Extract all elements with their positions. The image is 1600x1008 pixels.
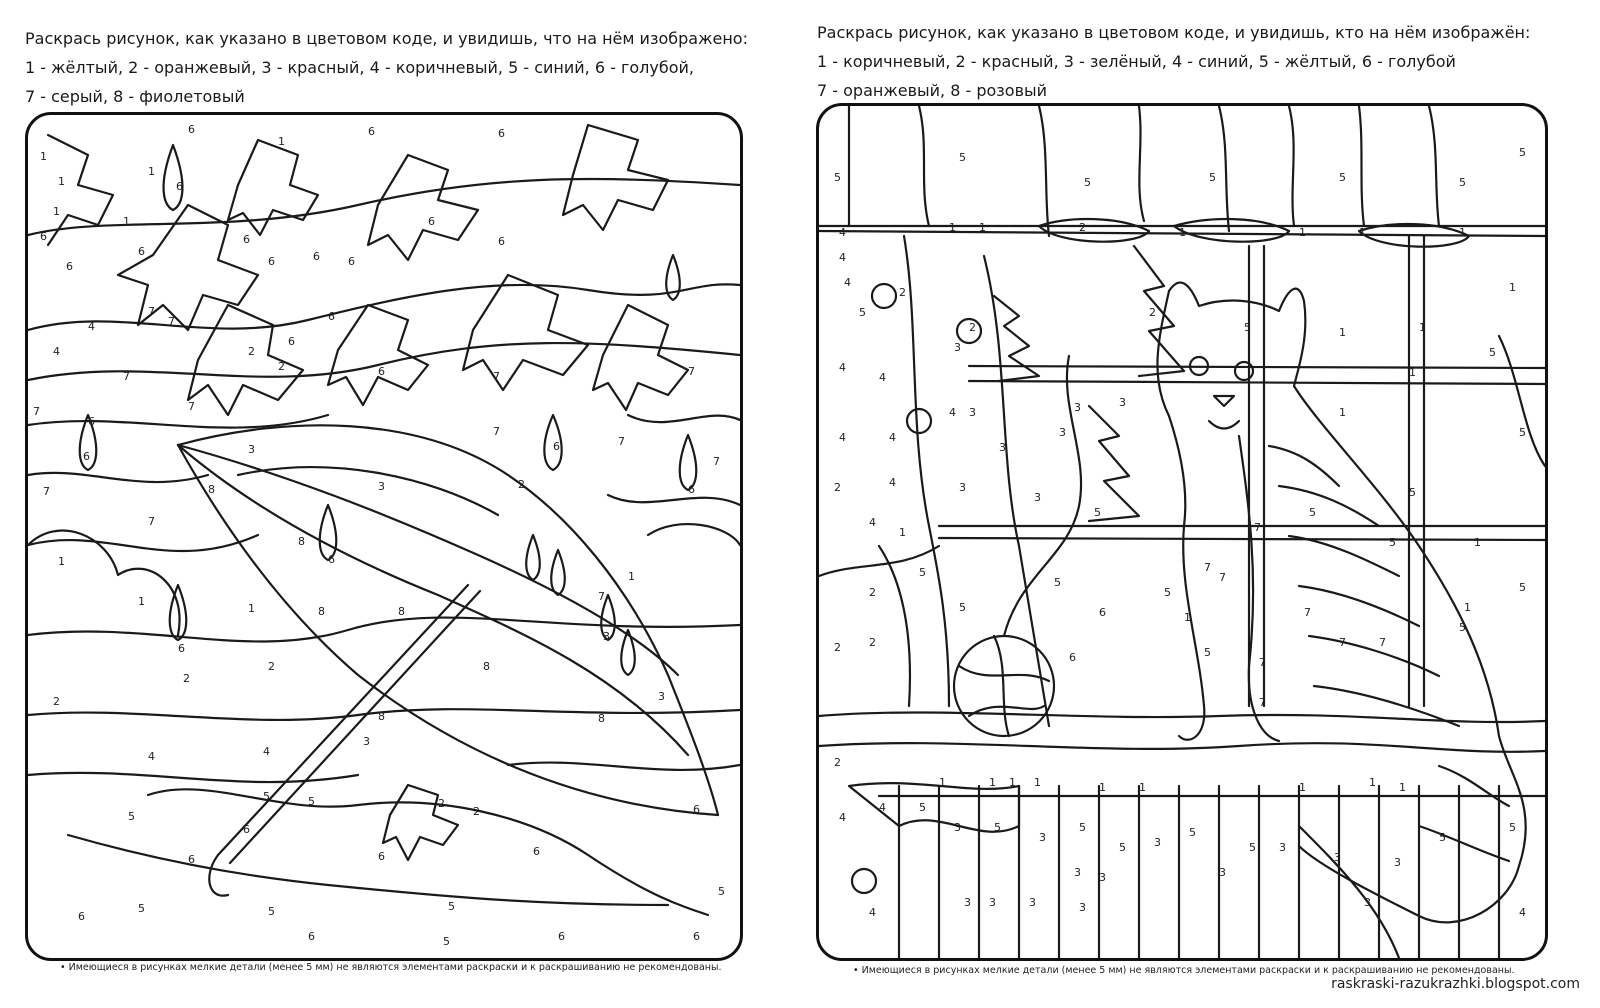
right-region-number: 4 <box>889 431 896 444</box>
right-region-number: 7 <box>1304 606 1311 619</box>
right-region-number: 2 <box>969 321 976 334</box>
right-region-number: 2 <box>899 286 906 299</box>
left-region-number: 4 <box>148 750 155 763</box>
right-region-number: 4 <box>839 431 846 444</box>
left-region-number: 5 <box>308 795 315 808</box>
left-region-number: 5 <box>448 900 455 913</box>
right-region-number: 3 <box>1219 866 1226 879</box>
left-region-number: 8 <box>378 710 385 723</box>
left-region-number: 7 <box>148 515 155 528</box>
left-region-number: 8 <box>598 712 605 725</box>
right-region-number: 5 <box>1519 426 1526 439</box>
right-region-number: 7 <box>1254 521 1261 534</box>
right-region-number: 5 <box>959 151 966 164</box>
right-instruction-line-3: 7 - оранжевый, 8 - розовый <box>817 81 1048 100</box>
left-region-number: 7 <box>43 485 50 498</box>
left-region-number: 7 <box>598 590 605 603</box>
left-region-number: 6 <box>533 845 540 858</box>
right-region-number: 3 <box>959 481 966 494</box>
left-region-number: 5 <box>268 905 275 918</box>
left-instructions <box>25 24 748 111</box>
right-region-number: 1 <box>1179 226 1186 239</box>
right-region-number: 5 <box>919 566 926 579</box>
left-region-number: 7 <box>713 455 720 468</box>
right-region-number: 4 <box>844 276 851 289</box>
left-region-number: 6 <box>693 930 700 943</box>
right-region-number: 3 <box>1059 426 1066 439</box>
left-region-number: 4 <box>53 345 60 358</box>
left-region-number: 6 <box>243 823 250 836</box>
right-region-number: 3 <box>969 406 976 419</box>
right-region-number: 1 <box>899 526 906 539</box>
left-region-number: 5 <box>718 885 725 898</box>
right-region-number: 5 <box>1189 826 1196 839</box>
left-page <box>0 0 790 1008</box>
left-region-number: 8 <box>398 605 405 618</box>
left-region-number: 4 <box>88 320 95 333</box>
left-region-number: 6 <box>498 127 505 140</box>
right-region-number: 5 <box>1164 586 1171 599</box>
right-region-number: 5 <box>1509 821 1516 834</box>
right-region-number: 5 <box>1244 321 1251 334</box>
left-region-number: 6 <box>268 255 275 268</box>
right-region-number: 1 <box>1409 366 1416 379</box>
right-region-number: 1 <box>1509 281 1516 294</box>
left-region-number: 6 <box>178 642 185 655</box>
left-region-number: 6 <box>188 853 195 866</box>
right-region-number: 6 <box>1069 651 1076 664</box>
right-coloring-frame <box>816 103 1548 961</box>
right-region-number: 5 <box>1409 486 1416 499</box>
right-region-number: 1 <box>1339 326 1346 339</box>
left-region-number: 5 <box>138 902 145 915</box>
left-region-number: 6 <box>176 180 183 193</box>
left-instruction-line-2: 1 - жёлтый, 2 - оранжевый, 3 - красный, 4 - коричневый, 5 - синий, 6 - голубой, <box>25 58 694 77</box>
right-region-number: 3 <box>1074 401 1081 414</box>
left-region-number: 1 <box>123 215 130 228</box>
left-region-number: 6 <box>378 365 385 378</box>
left-region-number: 5 <box>128 810 135 823</box>
left-region-number: 7 <box>33 405 40 418</box>
left-region-number: 7 <box>148 305 155 318</box>
left-region-number: 6 <box>328 553 335 566</box>
right-instruction-line-2: 1 - коричневый, 2 - красный, 3 - зелёный, 4 - синий, 5 - жёлтый, 6 - голубой <box>817 52 1456 71</box>
left-number-labels <box>33 123 725 948</box>
right-region-number: 3 <box>1039 831 1046 844</box>
right-region-number: 7 <box>1259 656 1266 669</box>
left-region-number: 7 <box>493 370 500 383</box>
right-region-number: 1 <box>1099 781 1106 794</box>
right-region-number: 5 <box>1389 536 1396 549</box>
left-region-number: 8 <box>208 483 215 496</box>
right-region-number: 3 <box>964 896 971 909</box>
left-region-number: 7 <box>123 370 130 383</box>
right-region-number: 3 <box>999 441 1006 454</box>
left-region-number: 6 <box>138 245 145 258</box>
right-region-number: 5 <box>859 306 866 319</box>
left-region-number: 6 <box>348 255 355 268</box>
left-region-number: 6 <box>368 125 375 138</box>
right-region-number: 4 <box>889 476 896 489</box>
right-region-number: 5 <box>1519 581 1526 594</box>
right-region-number: 6 <box>1099 606 1106 619</box>
right-region-number: 2 <box>1149 306 1156 319</box>
left-region-number: 6 <box>428 215 435 228</box>
left-region-number: 1 <box>628 570 635 583</box>
right-region-number: 5 <box>1519 146 1526 159</box>
right-region-number: 1 <box>1419 321 1426 334</box>
right-region-number: 1 <box>989 776 996 789</box>
right-region-number: 4 <box>879 371 886 384</box>
left-region-number: 6 <box>378 850 385 863</box>
right-region-number: 2 <box>869 586 876 599</box>
left-region-number: 1 <box>58 175 65 188</box>
right-instruction-line-1: Раскрась рисунок, как указано в цветовом коде, и увидишь, кто на нём изображён: <box>817 23 1531 42</box>
right-region-number: 3 <box>1079 901 1086 914</box>
left-region-number: 6 <box>288 335 295 348</box>
left-region-number: 3 <box>248 443 255 456</box>
right-region-number: 3 <box>1334 851 1341 864</box>
right-region-number: 4 <box>879 801 886 814</box>
left-region-number: 1 <box>278 135 285 148</box>
left-region-number: 3 <box>378 480 385 493</box>
right-region-number: 7 <box>1339 636 1346 649</box>
right-region-number: 1 <box>1464 601 1471 614</box>
left-region-number: 1 <box>138 595 145 608</box>
right-region-number: 7 <box>1259 696 1266 709</box>
left-region-number: 6 <box>498 235 505 248</box>
right-region-number: 1 <box>1459 226 1466 239</box>
left-region-number: 6 <box>243 233 250 246</box>
right-region-number: 5 <box>1339 171 1346 184</box>
watermark: raskraski-razukrazhki.blogspot.com <box>1331 976 1580 992</box>
right-region-number: 3 <box>1154 836 1161 849</box>
right-region-number: 3 <box>1029 896 1036 909</box>
right-region-number: 5 <box>1489 346 1496 359</box>
left-region-number: 2 <box>268 660 275 673</box>
left-region-number: 7 <box>688 365 695 378</box>
left-region-number: 2 <box>278 360 285 373</box>
right-region-number: 1 <box>1009 776 1016 789</box>
right-region-number: 5 <box>1119 841 1126 854</box>
left-region-number: 2 <box>438 797 445 810</box>
right-region-number: 1 <box>1139 781 1146 794</box>
left-region-number: 7 <box>188 400 195 413</box>
right-region-number: 2 <box>834 481 841 494</box>
right-region-number: 1 <box>1034 776 1041 789</box>
right-region-number: 1 <box>979 221 986 234</box>
right-region-number: 1 <box>1299 781 1306 794</box>
left-region-number: 1 <box>53 205 60 218</box>
right-region-number: 5 <box>1204 646 1211 659</box>
left-region-number: 7 <box>618 435 625 448</box>
right-region-number: 2 <box>834 756 841 769</box>
right-region-number: 4 <box>839 811 846 824</box>
right-region-number: 5 <box>919 801 926 814</box>
left-region-number: 8 <box>298 535 305 548</box>
right-region-number: 3 <box>1394 856 1401 869</box>
left-region-number: 2 <box>53 695 60 708</box>
left-region-number: 2 <box>518 478 525 491</box>
right-region-number: 3 <box>1074 866 1081 879</box>
left-region-number: 6 <box>308 930 315 943</box>
right-region-number: 4 <box>839 251 846 264</box>
right-region-number: 1 <box>1399 781 1406 794</box>
left-region-number: 5 <box>263 790 270 803</box>
right-region-number: 4 <box>869 516 876 529</box>
right-region-number: 1 <box>949 221 956 234</box>
right-region-number: 5 <box>1459 621 1466 634</box>
left-region-number: 7 <box>493 425 500 438</box>
right-region-number: 5 <box>1459 176 1466 189</box>
left-region-number: 6 <box>328 310 335 323</box>
umbrella-line-art <box>28 115 740 958</box>
right-region-number: 3 <box>954 821 961 834</box>
right-region-number: 1 <box>1299 226 1306 239</box>
right-page <box>800 0 1600 1008</box>
left-region-number: 6 <box>558 930 565 943</box>
right-region-number: 1 <box>1474 536 1481 549</box>
right-region-number: 2 <box>834 641 841 654</box>
right-region-number: 5 <box>1094 506 1101 519</box>
left-region-number: 3 <box>603 630 610 643</box>
right-region-number: 1 <box>1184 611 1191 624</box>
right-region-number: 4 <box>839 226 846 239</box>
left-region-number: 6 <box>688 483 695 496</box>
left-region-number: 1 <box>40 150 47 163</box>
right-region-number: 7 <box>1379 636 1386 649</box>
right-region-number: 5 <box>834 171 841 184</box>
left-region-number: 6 <box>40 230 47 243</box>
right-region-number: 3 <box>1099 871 1106 884</box>
right-footnote: • Имеющиеся в рисунках мелкие детали (менее 5 мм) не являются элементами раскраски и к раскрашиванию не рекомендованы. <box>853 965 1515 976</box>
right-region-number: 4 <box>839 361 846 374</box>
right-region-number: 5 <box>1309 506 1316 519</box>
left-region-number: 5 <box>443 935 450 948</box>
right-region-number: 5 <box>1084 176 1091 189</box>
right-region-number: 5 <box>1054 576 1061 589</box>
left-footnote: • Имеющиеся в рисунках мелкие детали (менее 5 мм) не являются элементами раскраски и к раскрашиванию не рекомендованы. <box>60 962 722 973</box>
right-region-number: 7 <box>1204 561 1211 574</box>
left-region-number: 6 <box>553 440 560 453</box>
left-region-number: 6 <box>78 910 85 923</box>
left-region-number: 6 <box>313 250 320 263</box>
left-region-number: 7 <box>168 315 175 328</box>
right-region-number: 3 <box>1279 841 1286 854</box>
right-region-number: 1 <box>1369 776 1376 789</box>
left-instruction-line-3: 7 - серый, 8 - фиолетовый <box>25 87 245 106</box>
left-region-number: 8 <box>483 660 490 673</box>
left-region-number: 6 <box>188 123 195 136</box>
right-region-number: 4 <box>949 406 956 419</box>
right-region-number: 5 <box>994 821 1001 834</box>
left-coloring-frame <box>25 112 743 961</box>
right-region-number: 5 <box>1079 821 1086 834</box>
right-region-number: 1 <box>1339 406 1346 419</box>
left-region-number: 4 <box>263 745 270 758</box>
right-instructions <box>817 18 1530 105</box>
cat-line-art <box>819 106 1545 958</box>
left-region-number: 2 <box>183 672 190 685</box>
left-region-number: 8 <box>318 605 325 618</box>
left-region-number: 2 <box>473 805 480 818</box>
left-region-number: 6 <box>66 260 73 273</box>
right-region-number: 2 <box>869 636 876 649</box>
right-region-number: 1 <box>939 776 946 789</box>
right-region-number: 3 <box>1034 491 1041 504</box>
left-region-number: 6 <box>88 415 95 428</box>
right-region-number: 3 <box>1119 396 1126 409</box>
left-region-number: 1 <box>148 165 155 178</box>
right-region-number: 4 <box>1519 906 1526 919</box>
right-region-number: 5 <box>1249 841 1256 854</box>
left-region-number: 6 <box>83 450 90 463</box>
right-region-number: 5 <box>959 601 966 614</box>
left-region-number: 1 <box>58 555 65 568</box>
left-region-number: 3 <box>658 690 665 703</box>
right-region-number: 2 <box>1079 221 1086 234</box>
left-instruction-line-1: Раскрась рисунок, как указано в цветовом коде, и увидишь, что на нём изображено: <box>25 29 748 48</box>
right-region-number: 5 <box>1439 831 1446 844</box>
left-region-number: 3 <box>363 735 370 748</box>
left-region-number: 1 <box>248 602 255 615</box>
right-region-number: 3 <box>1364 896 1371 909</box>
right-region-number: 3 <box>989 896 996 909</box>
left-region-number: 6 <box>693 803 700 816</box>
right-region-number: 4 <box>869 906 876 919</box>
right-region-number: 7 <box>1219 571 1226 584</box>
left-region-number: 2 <box>248 345 255 358</box>
right-region-number: 3 <box>954 341 961 354</box>
right-region-number: 5 <box>1209 171 1216 184</box>
right-region-number: 1 <box>1359 226 1366 239</box>
